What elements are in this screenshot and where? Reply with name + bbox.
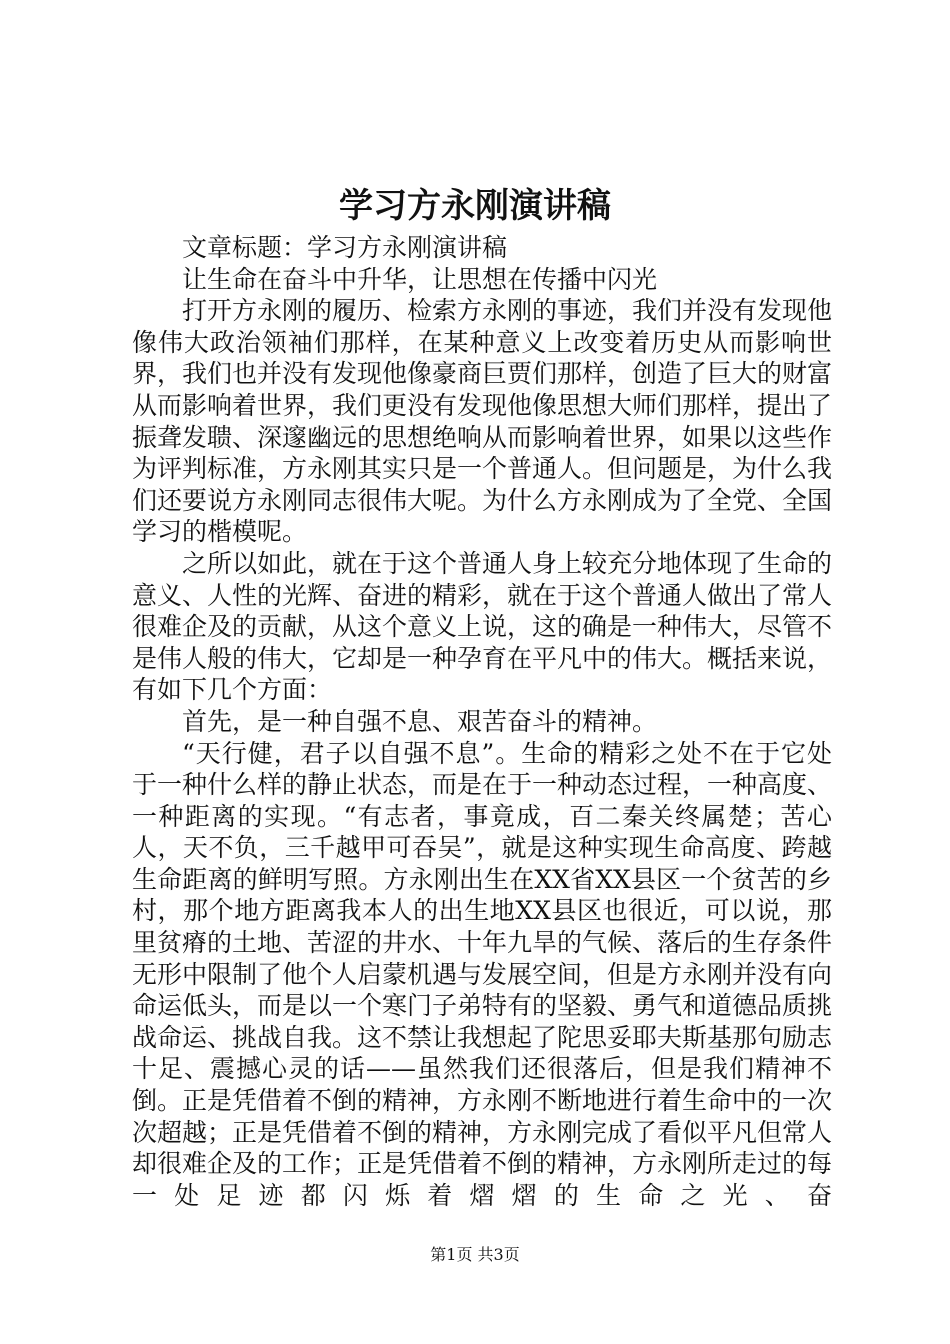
- paragraph-self-strengthening: “天行健，君子以自强不息”。生命的精彩之处不在于它处于一种什么样的静止状态，而是在于一种动态过程，一种高度、一种距离的实现。“有志者，事竟成，百二秦关终属楚；苦心人，天不负，三千越甲可吞吴”，就是这种实现生命高度、跨越生命距离的鲜明写照。方永刚出生在XX省XX县区一个贫苦的乡村，那个地方距离我本人的出生地XX县区也很近，可以说，那里贫瘠的土地、苦涩的井水、十年九旱的气候、落后的生存条件无形中限制了他个人启蒙机遇与发展空间，但是方永刚并没有向命运低头，而是以一个寒门子弟特有的坚毅、勇气和道德品质挑战命运、挑战自我。这不禁让我想起了陀思妥耶夫斯基那句励志十足、震撼心灵的话——虽然我们还很落后，但是我们精神不倒。正是凭借着不倒的精神，方永刚不断地进行着生命中的一次次超越；正是凭借着不倒的精神，方永刚完成了看似平凡但常人却很难企及的工作；正是凭借着不倒的精神，方永刚所走过的每一处足迹都闪烁着熠熠的生命之光、奋: [132, 738, 833, 1210]
- paragraph-intro: 打开方永刚的履历、检索方永刚的事迹，我们并没有发现他像伟大政治领袖们那样，在某种意义上改变着历史从而影响世界，我们也并没有发现他像豪商巨贾们那样，创造了巨大的财富从而影响着世界，我们更没有发现他像思想大师们那样，提出了振聋发聩、深邃幽远的思想绝响从而影响着世界，如果以这些作为评判标准，方永刚其实只是一个普通人。但问题是，为什么我们还要说方永刚同志很伟大呢。为什么方永刚成为了全党、全国学习的楷模呢。: [132, 296, 833, 547]
- subtitle-line: 让生命在奋斗中升华，让思想在传播中闪光: [182, 264, 658, 294]
- document-body: [132, 232, 832, 1211]
- page-footer: 第1页 共3页: [430, 1245, 520, 1264]
- article-title-line: 文章标题：学习方永刚演讲稿: [182, 233, 508, 262]
- paragraph-reason: 之所以如此，就在于这个普通人身上较充分地体现了生命的意义、人性的光辉、奋进的精彩，就在于这个普通人做出了常人很难企及的贡献，从这个意义上说，这的确是一种伟大，尽管不是伟人般的伟大，它却是一种孕育在平凡中的伟大。概括来说，有如下几个方面：: [132, 548, 833, 705]
- document-title: 学习方永刚演讲稿: [339, 186, 611, 226]
- paragraph-first-point: 首先，是一种自强不息、艰苦奋斗的精神。: [182, 706, 658, 736]
